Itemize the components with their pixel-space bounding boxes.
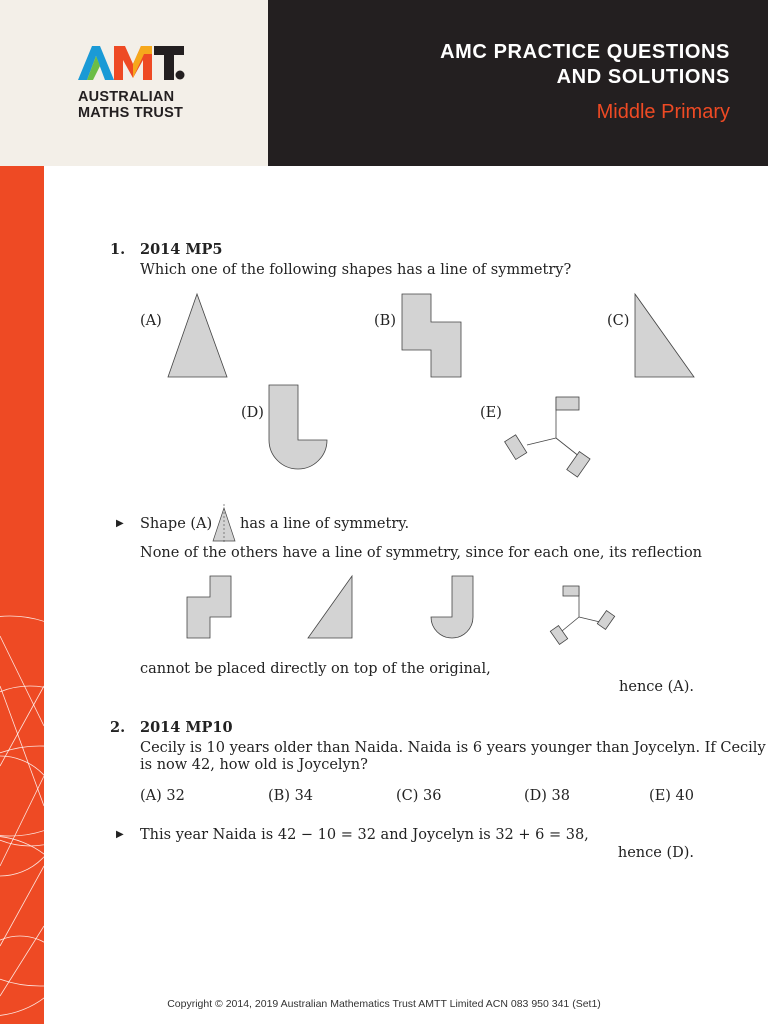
q2-option-b: (B) 34: [268, 788, 314, 804]
q2-title: 2014 MP10: [140, 719, 233, 736]
q1-option-d-label: (D): [241, 405, 264, 421]
q1-solution-lead-before: Shape (A): [140, 516, 213, 532]
q2-option-c: (C) 36: [396, 788, 442, 804]
q2-text-line2: is now 42, how old is Joycelyn?: [140, 757, 368, 773]
q1-solution-line3: cannot be placed directly on top of the original,: [140, 661, 491, 677]
q1-solution-answer: hence (A).: [619, 679, 694, 695]
logo-text: AUSTRALIAN MATHS TRUST: [78, 89, 184, 121]
q1-solution-line2: None of the others have a line of symmetry, since for each one, its reflection: [140, 545, 703, 561]
q2-option-a: (A) 32: [140, 788, 185, 804]
q2-option-e: (E) 40: [649, 788, 694, 804]
q2-solution-line1: This year Naida is 42 − 10 = 32 and Joycelyn is 32 + 6 = 38,: [140, 827, 589, 843]
title-line-2: AND SOLUTIONS: [556, 66, 730, 88]
title-line-1: AMC PRACTICE QUESTIONS: [440, 41, 730, 63]
q2-solution-answer: hence (D).: [617, 845, 694, 861]
q1-option-b-label: (B): [374, 313, 396, 329]
q1-solution-lead-after: has a line of symmetry.: [240, 516, 410, 532]
page-subtitle: Middle Primary: [596, 101, 730, 123]
q1-number: 1.: [110, 241, 126, 258]
q1-text: Which one of the following shapes has a line of symmetry?: [140, 262, 572, 278]
q2-solution-bullet-icon: ▶: [116, 829, 124, 840]
footer-copyright: Copyright © 2014, 2019 Australian Mathematics Trust AMTT Limited ACN 083 950 341 (Set1): [167, 998, 601, 1010]
q2-text-line1: Cecily is 10 years older than Naida. Naida is 6 years younger than Joycelyn. If Cecily: [140, 740, 766, 756]
q1-option-c-label: (C): [607, 313, 630, 329]
q2-number: 2.: [110, 719, 126, 736]
q1-option-a-label: (A): [140, 313, 162, 329]
q1-solution-bullet-icon: ▶: [116, 518, 124, 529]
q1-option-e-label: (E): [480, 405, 502, 421]
q1-title: 2014 MP5: [140, 241, 223, 258]
q2-option-d: (D) 38: [524, 788, 570, 804]
